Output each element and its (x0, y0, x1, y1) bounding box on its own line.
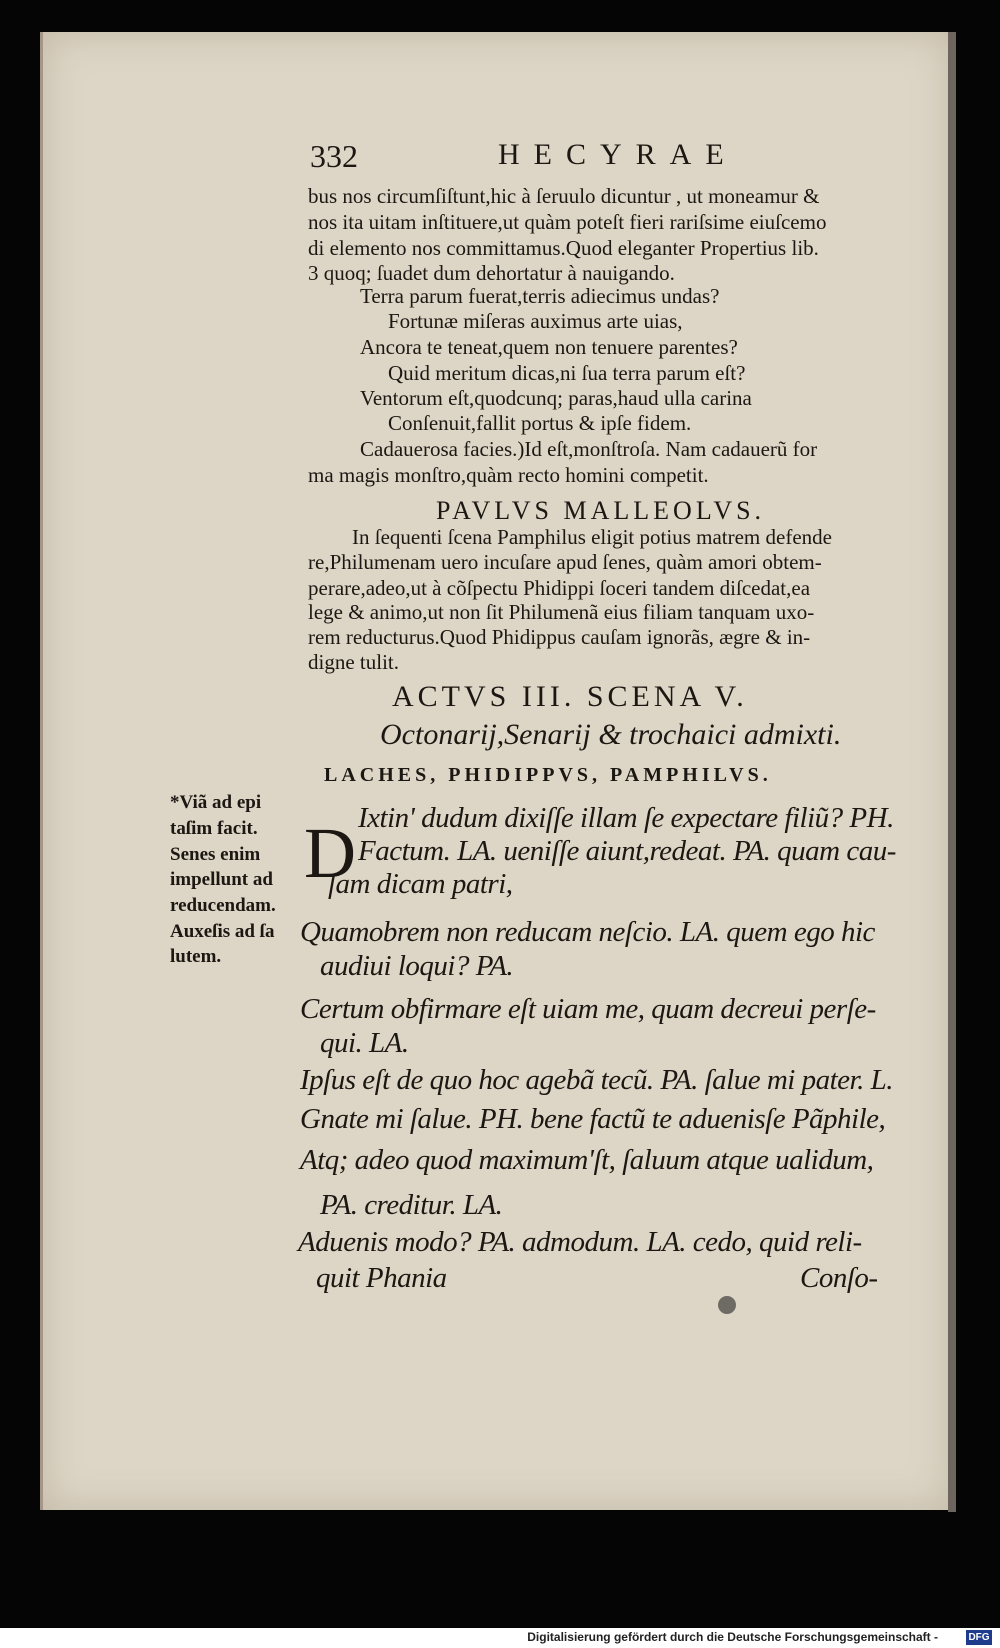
dialogue-line: audiui loqui? PA. (320, 950, 514, 982)
marginal-note-line: Senes enim (170, 844, 261, 865)
dialogue-line: quit Phania (316, 1262, 447, 1294)
argument-line: lege & animo,ut non ſit Philumenã eius filiam tanquam uxo- (308, 600, 815, 624)
dialogue-line: ſam dicam patri, (328, 868, 513, 900)
text-line: nos ita uitam inſtituere,ut quàm poteſt fieri rariſsime eiuſcemo (308, 210, 827, 234)
funding-notice: Digitalisierung gefördert durch die Deutsche Forschungsgemeinschaft - (527, 1630, 938, 1644)
dialogue-line: Atq; adeo quod maximum'ſt, ſaluum atque ualidum, (300, 1144, 874, 1176)
dialogue-line: PA. creditur. LA. (320, 1189, 503, 1221)
dialogue-line: Ipſus eſt de quo hoc agebã tecũ. PA. ſalue mi pater. L. (300, 1064, 893, 1096)
running-title: HECYRAE (498, 138, 738, 171)
verse-line: Conſenuit,fallit portus & ipſe fidem. (388, 411, 692, 435)
dialogue-line: Certum obfirmare eſt uiam me, quam decreui perſe- (300, 993, 876, 1025)
dialogue-line: Quamobrem non reducam neſcio. LA. quem ego hic (300, 916, 875, 948)
marginal-note-line: *Viã ad epi (170, 792, 262, 813)
marginal-note-line: Auxeſis ad ſa (170, 921, 275, 942)
verse-line: Ventorum eſt,quodcunq; paras,haud ulla carina (360, 386, 752, 410)
argument-line: rem reducturus.Quod Phidippus cauſam ignorãs, ægre & in- (308, 625, 811, 649)
dialogue-line: Ixtin' dudum dixiſſe illam ſe expectare filiũ? PH. (358, 802, 894, 834)
meter-note: Octonarij,Senarij & trochaici admixti. (380, 718, 842, 751)
page-edge (948, 32, 956, 1512)
argument-line: perare,adeo,ut à cõſpectu Phidippi ſoceri tandem diſcedat,ea (308, 576, 811, 600)
marginal-note-line: taſim facit. (170, 818, 258, 839)
dialogue-line: Factum. LA. ueniſſe aiunt,redeat. PA. quam cau- (358, 835, 896, 867)
footer-bar (0, 1628, 1000, 1648)
verse-line: Ancora te teneat,quem non tenuere parentes? (360, 335, 738, 359)
argument-line: re,Philumenam uero incuſare apud ſenes, quàm amori obtem- (308, 550, 822, 574)
dialogue-line: Aduenis modo? PA. admodum. LA. cedo, quid reli- (298, 1226, 862, 1258)
argument-line: In ſequenti ſcena Pamphilus eligit potius matrem defende (352, 525, 832, 549)
text-line: bus nos circumſiſtunt,hic à ſeruulo dicuntur , ut moneamur & (308, 184, 820, 208)
text-line: 3 quoq; ſuadet dum dehortatur à nauigando. (308, 261, 675, 285)
marginal-note-line: reducendam. (170, 895, 276, 916)
verse-line: Quid meritum dicas,ni ſua terra parum eſt? (388, 361, 746, 385)
dfg-logo[interactable]: DFG (966, 1630, 992, 1645)
text-line: Cadauerosa facies.)Id eſt,monſtroſa. Nam cadauerũ for (360, 437, 818, 461)
ink-stain (718, 1296, 736, 1314)
text-line: ma magis monſtro,quàm recto homini competit. (308, 463, 709, 487)
marginal-note-line: impellunt ad (170, 869, 273, 890)
dialogue-line: Gnate mi ſalue. PH. bene factũ te aduenisſe Pãphile, (300, 1103, 886, 1135)
marginal-note-line: lutem. (170, 946, 222, 967)
character-list: LACHES, PHIDIPPVS, PAMPHILVS. (324, 764, 772, 786)
catchword: Conſo- (800, 1262, 878, 1294)
dialogue-line: qui. LA. (320, 1027, 409, 1059)
verse-line: Fortunæ miſeras auximus arte uias, (388, 309, 683, 333)
verse-line: Terra parum fuerat,terris adiecimus undas? (360, 284, 720, 308)
scene-heading: ACTVS III. SCENA V. (392, 680, 748, 713)
argument-line: digne tulit. (308, 650, 399, 674)
drop-cap: D (304, 813, 356, 893)
page-number: 332 (310, 138, 358, 174)
commentator-heading: PAVLVS MALLEOLVS. (436, 496, 766, 525)
text-line: di elemento nos committamus.Quod eleganter Propertius lib. (308, 236, 819, 260)
